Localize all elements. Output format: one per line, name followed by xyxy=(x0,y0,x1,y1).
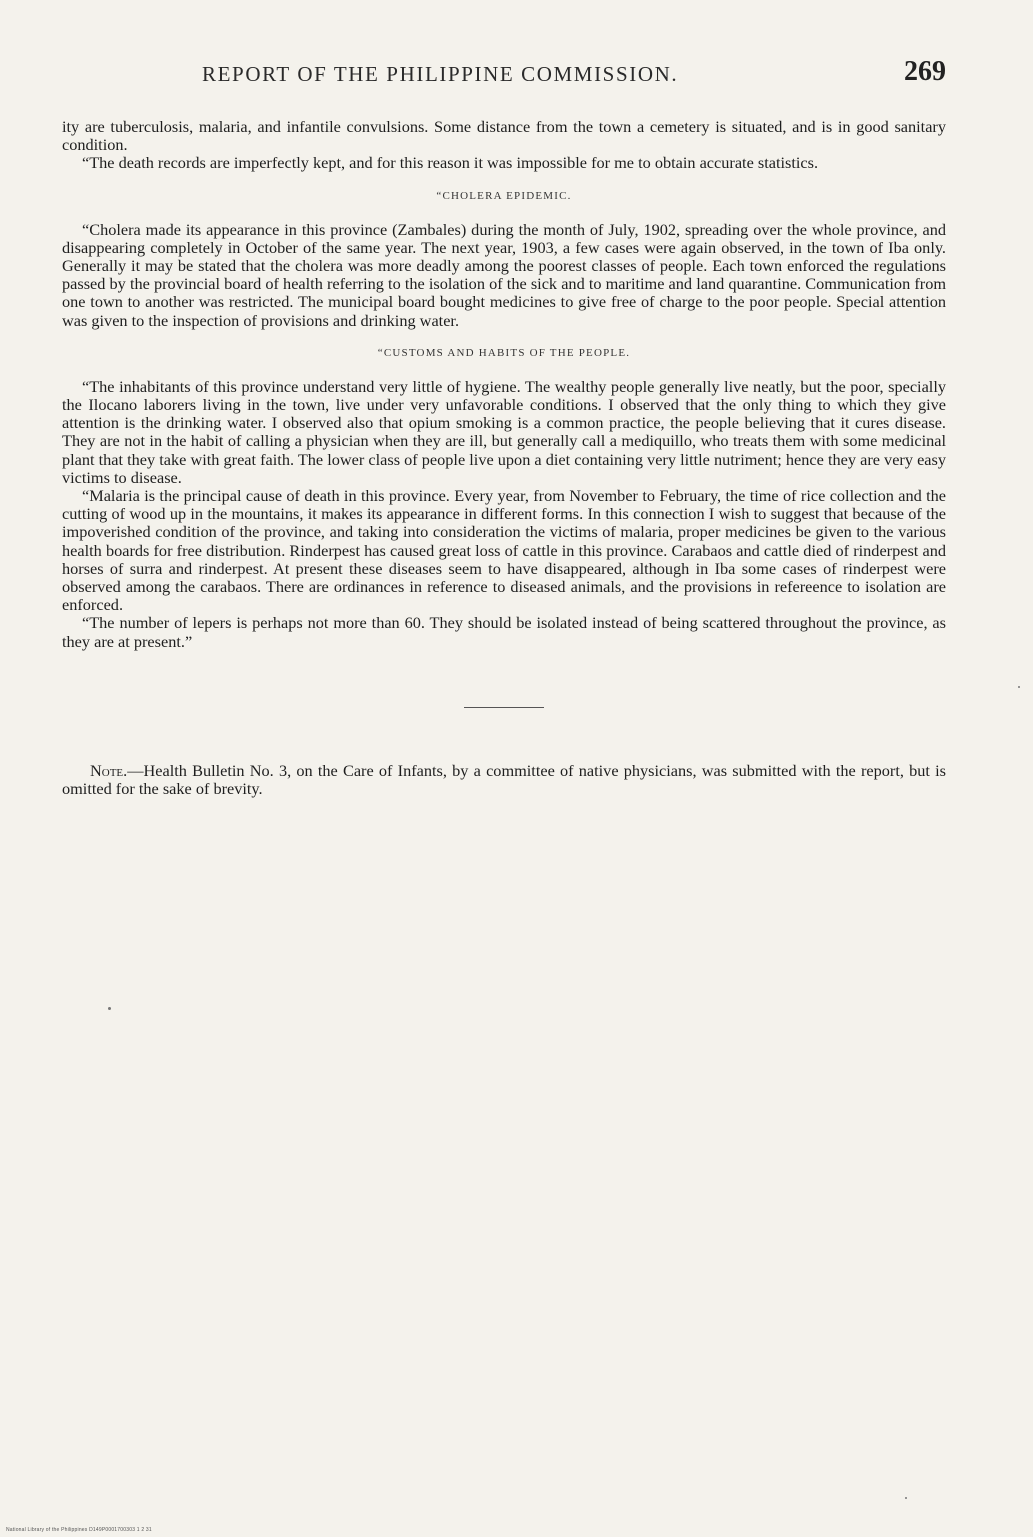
page-number: 269 xyxy=(904,56,946,87)
paragraph-intro-continuation: ity are tuberculosis, malaria, and infantile convulsions. Some distance from the town a cemetery is situated, and is in good sanitary condition. xyxy=(62,117,946,155)
paragraph-hygiene: “The inhabitants of this province understand very little of hygiene. The wealthy people generally live neatly, but the poor, specially the Ilocano laborers living in the town, live under very unfavorable conditions. I observed that the only thing to which they give attention is the drinking water. I observed also that opium smoking is a common practice, the people believing that it cures disease. They are not in the habit of calling a physician when they are ill, but generally call a mediquillo, who treats them with some medicinal plant that they take with great faith. The lower class of people live upon a diet containing very little nutriment; hence they are very easy victims to disease. xyxy=(62,376,946,487)
footnote-text: —Health Bulletin No. 3, on the Care of Infants, by a committee of native physicians, was submitted with the report, but is omitted for the sake of brevity. xyxy=(62,760,946,799)
scan-credit: National Library of the Philippines D149P0001700303 1 2 31 xyxy=(6,1527,152,1533)
section-divider xyxy=(464,707,544,708)
footnote xyxy=(62,762,946,799)
scan-speck xyxy=(1018,686,1020,688)
paragraph-malaria: “Malaria is the principal cause of death in this province. Every year, from November to February, the time of rice collection and the cutting of wood up in the mountains, it makes its appearance in different forms. In this connection I wish to suggest that because of the impoverished condition of the province, and taking into consideration the victims of malaria, proper medicines be given to the various health boards for free distribution. Rinderpest has caused great loss of cattle in this province. Carabaos and cattle died of rinderpest and horses of surra and rinderpest. At present these diseases seem to have disappeared, although in Iba some cases of rinderpest were observed among the carabaos. There are ordinances in reference to diseased animals, and the provisions in refereence to isolation are enforced. xyxy=(62,486,946,615)
paragraph-death-records: “The death records are imperfectly kept, and for this reason it was impossible for me to obtain accurate statistics. xyxy=(82,153,819,173)
scan-speck xyxy=(905,1497,907,1499)
running-title: REPORT OF THE PHILIPPINE COMMISSION. xyxy=(202,62,679,86)
section-heading-cholera: “CHOLERA EPIDEMIC. xyxy=(436,189,572,202)
page-content xyxy=(62,58,946,799)
body-text xyxy=(62,118,946,651)
paragraph-cholera: “Cholera made its appearance in this province (Zambales) during the month of July, 1902, spreading over the whole province, and disappearing completely in October of the same year. The next year, 1903, a few cases were again observed, in the town of Iba only. Generally it may be stated that the cholera was more deadly among the poorest classes of people. Each town enforced the regulations passed by the provincial board of health referring to the isolation of the sick and to maritime and land quarantine. Communication from one town to another was restricted. The municipal board bought medicines to give free of charge to the poor people. Special attention was given to the inspection of provisions and drinking water. xyxy=(62,219,946,330)
section-heading-customs: “CUSTOMS AND HABITS OF THE PEOPLE. xyxy=(377,346,631,359)
paragraph-lepers: “The number of lepers is perhaps not more than 60. They should be isolated instead of being scattered throughout the province, as they are at present.” xyxy=(62,613,946,651)
scan-speck xyxy=(108,1007,111,1010)
running-head xyxy=(62,58,946,98)
footnote-label: Note. xyxy=(90,760,128,780)
